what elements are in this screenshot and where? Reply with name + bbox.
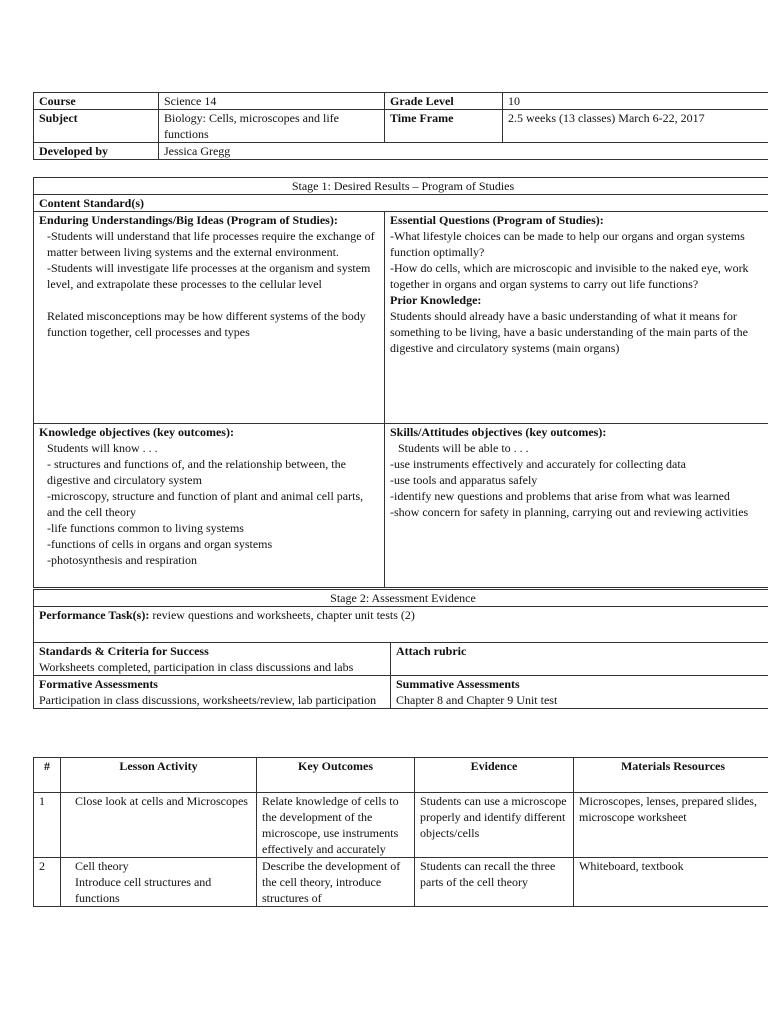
enduring-item: -Students will understand that life processes require the exchange of matter between living systems and the external environment. bbox=[47, 229, 375, 259]
formative-heading: Formative Assessments bbox=[39, 677, 158, 691]
course-info-table bbox=[33, 92, 768, 160]
content-standards-heading: Content Standard(s) bbox=[34, 195, 768, 212]
enduring-heading: Enduring Understandings/Big Ideas (Program of Studies): bbox=[39, 213, 338, 227]
grade-level-value: 10 bbox=[503, 93, 768, 110]
stage2-title: Stage 2: Assessment Evidence bbox=[34, 590, 768, 607]
formative-text: Participation in class discussions, worksheets/review, lab participation bbox=[39, 693, 377, 707]
summative-assessments-cell bbox=[391, 676, 768, 709]
lessons-header-row bbox=[34, 758, 768, 793]
knowledge-item: -life functions common to living systems bbox=[47, 521, 244, 535]
performance-task-cell bbox=[34, 607, 768, 643]
col-header-outcomes: Key Outcomes bbox=[257, 758, 415, 793]
lesson-outcomes: Describe the development of the cell theory, introduce structures of bbox=[257, 858, 415, 907]
lesson-evidence: Students can use a microscope properly and identify different objects/cells bbox=[415, 793, 574, 858]
subject-label: Subject bbox=[34, 110, 159, 143]
stage1-title: Stage 1: Desired Results – Program of Studies bbox=[34, 178, 768, 195]
table-row bbox=[34, 858, 768, 907]
performance-task-label: Performance Task(s): bbox=[39, 608, 150, 622]
misconceptions-text: Related misconceptions may be how different systems of the body function together, cell processes and types bbox=[47, 309, 366, 339]
table-row bbox=[34, 793, 768, 858]
skills-objectives-cell bbox=[385, 424, 768, 588]
summative-text: Chapter 8 and Chapter 9 Unit test bbox=[396, 693, 558, 707]
standards-heading: Standards & Criteria for Success bbox=[39, 644, 209, 658]
developer-row bbox=[34, 143, 768, 160]
lessons-table bbox=[33, 757, 768, 907]
subject-value: Biology: Cells, microscopes and life functions bbox=[159, 110, 385, 143]
col-header-number: # bbox=[34, 758, 61, 793]
skills-item: -identify new questions and problems that arise from what was learned bbox=[390, 489, 730, 503]
enduring-understandings-cell bbox=[34, 212, 385, 424]
knowledge-heading: Knowledge objectives (key outcomes): bbox=[39, 425, 234, 439]
time-frame-value: 2.5 weeks (13 classes) March 6-22, 2017 bbox=[503, 110, 768, 143]
lesson-number: 2 bbox=[34, 858, 61, 907]
knowledge-item: - structures and functions of, and the relationship between, the digestive and circulatory system bbox=[47, 457, 346, 487]
lesson-outcomes: Relate knowledge of cells to the development of the microscope, use instruments effectively and accurately bbox=[257, 793, 415, 858]
knowledge-objectives-cell bbox=[34, 424, 385, 588]
grade-level-label: Grade Level bbox=[385, 93, 503, 110]
skills-heading: Skills/Attitudes objectives (key outcomes): bbox=[390, 425, 607, 439]
lesson-evidence: Students can recall the three parts of the cell theory bbox=[415, 858, 574, 907]
col-header-activity: Lesson Activity bbox=[61, 758, 257, 793]
standards-criteria-cell bbox=[34, 643, 391, 676]
lesson-number: 1 bbox=[34, 793, 61, 858]
skills-intro: Students will be able to . . . bbox=[398, 441, 529, 455]
course-label: Course bbox=[34, 93, 159, 110]
essential-item: -How do cells, which are microscopic and invisible to the naked eye, work together in organs and organ systems to carry out life functions? bbox=[390, 261, 749, 291]
knowledge-item: -functions of cells in organs and organ systems bbox=[47, 537, 273, 551]
skills-item: -use tools and apparatus safely bbox=[390, 473, 538, 487]
prior-knowledge-heading: Prior Knowledge: bbox=[390, 293, 482, 307]
standards-text: Worksheets completed, participation in class discussions and labs bbox=[39, 660, 354, 674]
knowledge-item: -photosynthesis and respiration bbox=[47, 553, 197, 567]
essential-item: -What lifestyle choices can be made to help our organs and organ systems function optimally? bbox=[390, 229, 745, 259]
course-value: Science 14 bbox=[159, 93, 385, 110]
attach-rubric-cell bbox=[391, 643, 768, 676]
stage2-table bbox=[33, 589, 768, 709]
prior-knowledge-text: Students should already have a basic understanding of what it means for something to be living, have a basic understanding of the main parts of the digestive and circulatory systems (main organs) bbox=[390, 309, 748, 355]
lesson-activity: Close look at cells and Microscopes bbox=[61, 793, 257, 858]
stage1-table bbox=[33, 177, 768, 588]
developed-by-value: Jessica Gregg bbox=[159, 143, 768, 160]
col-header-materials: Materials Resources bbox=[574, 758, 768, 793]
skills-item: -use instruments effectively and accurately for collecting data bbox=[390, 457, 686, 471]
course-row bbox=[34, 93, 768, 110]
summative-heading: Summative Assessments bbox=[396, 677, 520, 691]
lesson-activity: Cell theory Introduce cell structures and functions bbox=[61, 858, 257, 907]
lesson-materials: Whiteboard, textbook bbox=[574, 858, 768, 907]
attach-rubric-label: Attach rubric bbox=[396, 644, 467, 658]
developed-by-label: Developed by bbox=[34, 143, 159, 160]
essential-heading: Essential Questions (Program of Studies): bbox=[390, 213, 604, 227]
col-header-evidence: Evidence bbox=[415, 758, 574, 793]
time-frame-label: Time Frame bbox=[385, 110, 503, 143]
performance-task-text: review questions and worksheets, chapter unit tests (2) bbox=[149, 608, 415, 622]
skills-item: -show concern for safety in planning, carrying out and reviewing activities bbox=[390, 505, 749, 519]
subject-row bbox=[34, 110, 768, 143]
lesson-materials: Microscopes, lenses, prepared slides, microscope worksheet bbox=[574, 793, 768, 858]
enduring-item: -Students will investigate life processes at the organism and system level, and extrapolate these processes to the cellular level bbox=[47, 261, 371, 291]
knowledge-intro: Students will know . . . bbox=[47, 441, 158, 455]
formative-assessments-cell bbox=[34, 676, 391, 709]
essential-questions-cell bbox=[385, 212, 768, 424]
knowledge-item: -microscopy, structure and function of plant and animal cell parts, and the cell theory bbox=[47, 489, 364, 519]
